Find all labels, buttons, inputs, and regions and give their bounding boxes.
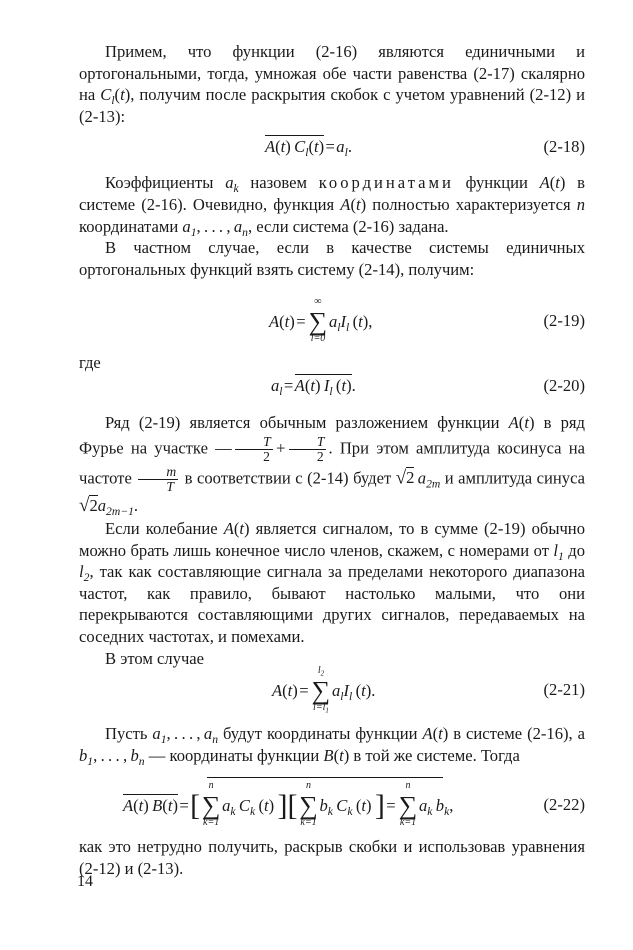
paragraph-8: как это нетрудно получить, раскрыв скобки и использовав уравнения (2-12) и (2-13). [79,837,585,878]
page-body [79,41,585,880]
overline [207,777,443,778]
paragraph-4: Ряд (2-19) является обычным разложением функции A(t) в ряд Фурье на участке — $\frac{T}{2}$ + $\frac{T}{2}$ . При этом амплитуда косинуса на частоте $\frac{m}{T}$ в соответствии с (2-14) будет √2 $a_{2m}$ и амплитуда синуса $√2a_{2m-1}$. [79,412,586,519]
equation-2-20: $a_l$ = A(t) $I_l$ (t). (2-20) [271,375,585,398]
equation-2-21: A(t) = $l_2$ ∑ $l=l_1$ $a_lI_l$ (t). (2-21) [272,665,585,715]
equation-2-22: A(t) B(t) = [ n ∑ k=1 $a_k$ $C_k$ (t) ][ n ∑ k=1 $b_k$ $C_k$ (t) ] = n ∑ k=1 $a_k$ $b_k$, (2-22) [79,786,585,830]
paragraph-3: В частном случае, если в качестве системы единичных ортогональных функций взять систему (2-14), получим: [79,238,585,279]
equation-number: (2-22) [543,795,585,815]
paragraph-7: Пусть $a_1$, . . . , $a_n$ будут координаты функции A(t) в системе (2-16), а $b_1$, . . . , $b_n$ — координаты функции B(t) в той же системе. Тогда [79,724,585,768]
equation-number: (2-21) [543,680,585,700]
paragraph-1: Примем, что функции (2-16) являются единичными и ортогональными, тогда, умножая обе части равенства (2-17) скалярно на $C_l(t)$, получим после раскрытия скобок с учетом уравнений (2-12) и (2-13): [79,42,585,126]
equation-2-19: A(t) = ∞ ∑ l=0 $a_lI_l$ (t), (2-19) [269,296,585,345]
where-label: где [79,353,101,373]
paragraph-6: В этом случае [105,648,205,668]
paragraph-2: Коэффициенты $a_k$ назовем координатами функции A(t) в системе (2-16). Очевидно, функция A(t) полностью характеризуется n координатами $a_1$, . . . , $a_n$, если система (2-16) задана. [79,173,586,239]
equation-number: (2-19) [543,311,585,331]
paragraph-5: Если колебание A(t) является сигналом, то в сумме (2-19) обычно можно брать лишь конечное число членов, скажем, с номерами от $l_1$ до $l_2$, так как составляющие сигнала за пределами некоторого диапазона частот, как правило, бывают настолько малыми, что они перекрываются составляющими других сигналов, передаваемых на соседних частотах, и помехами. [79,519,586,647]
equation-2-18: A(t) $C_l(t)$ = $a_l$. (2-18) [265,137,585,160]
page-number: 14 [77,873,93,890]
equation-number: (2-20) [543,375,585,395]
equation-number: (2-18) [543,137,585,157]
